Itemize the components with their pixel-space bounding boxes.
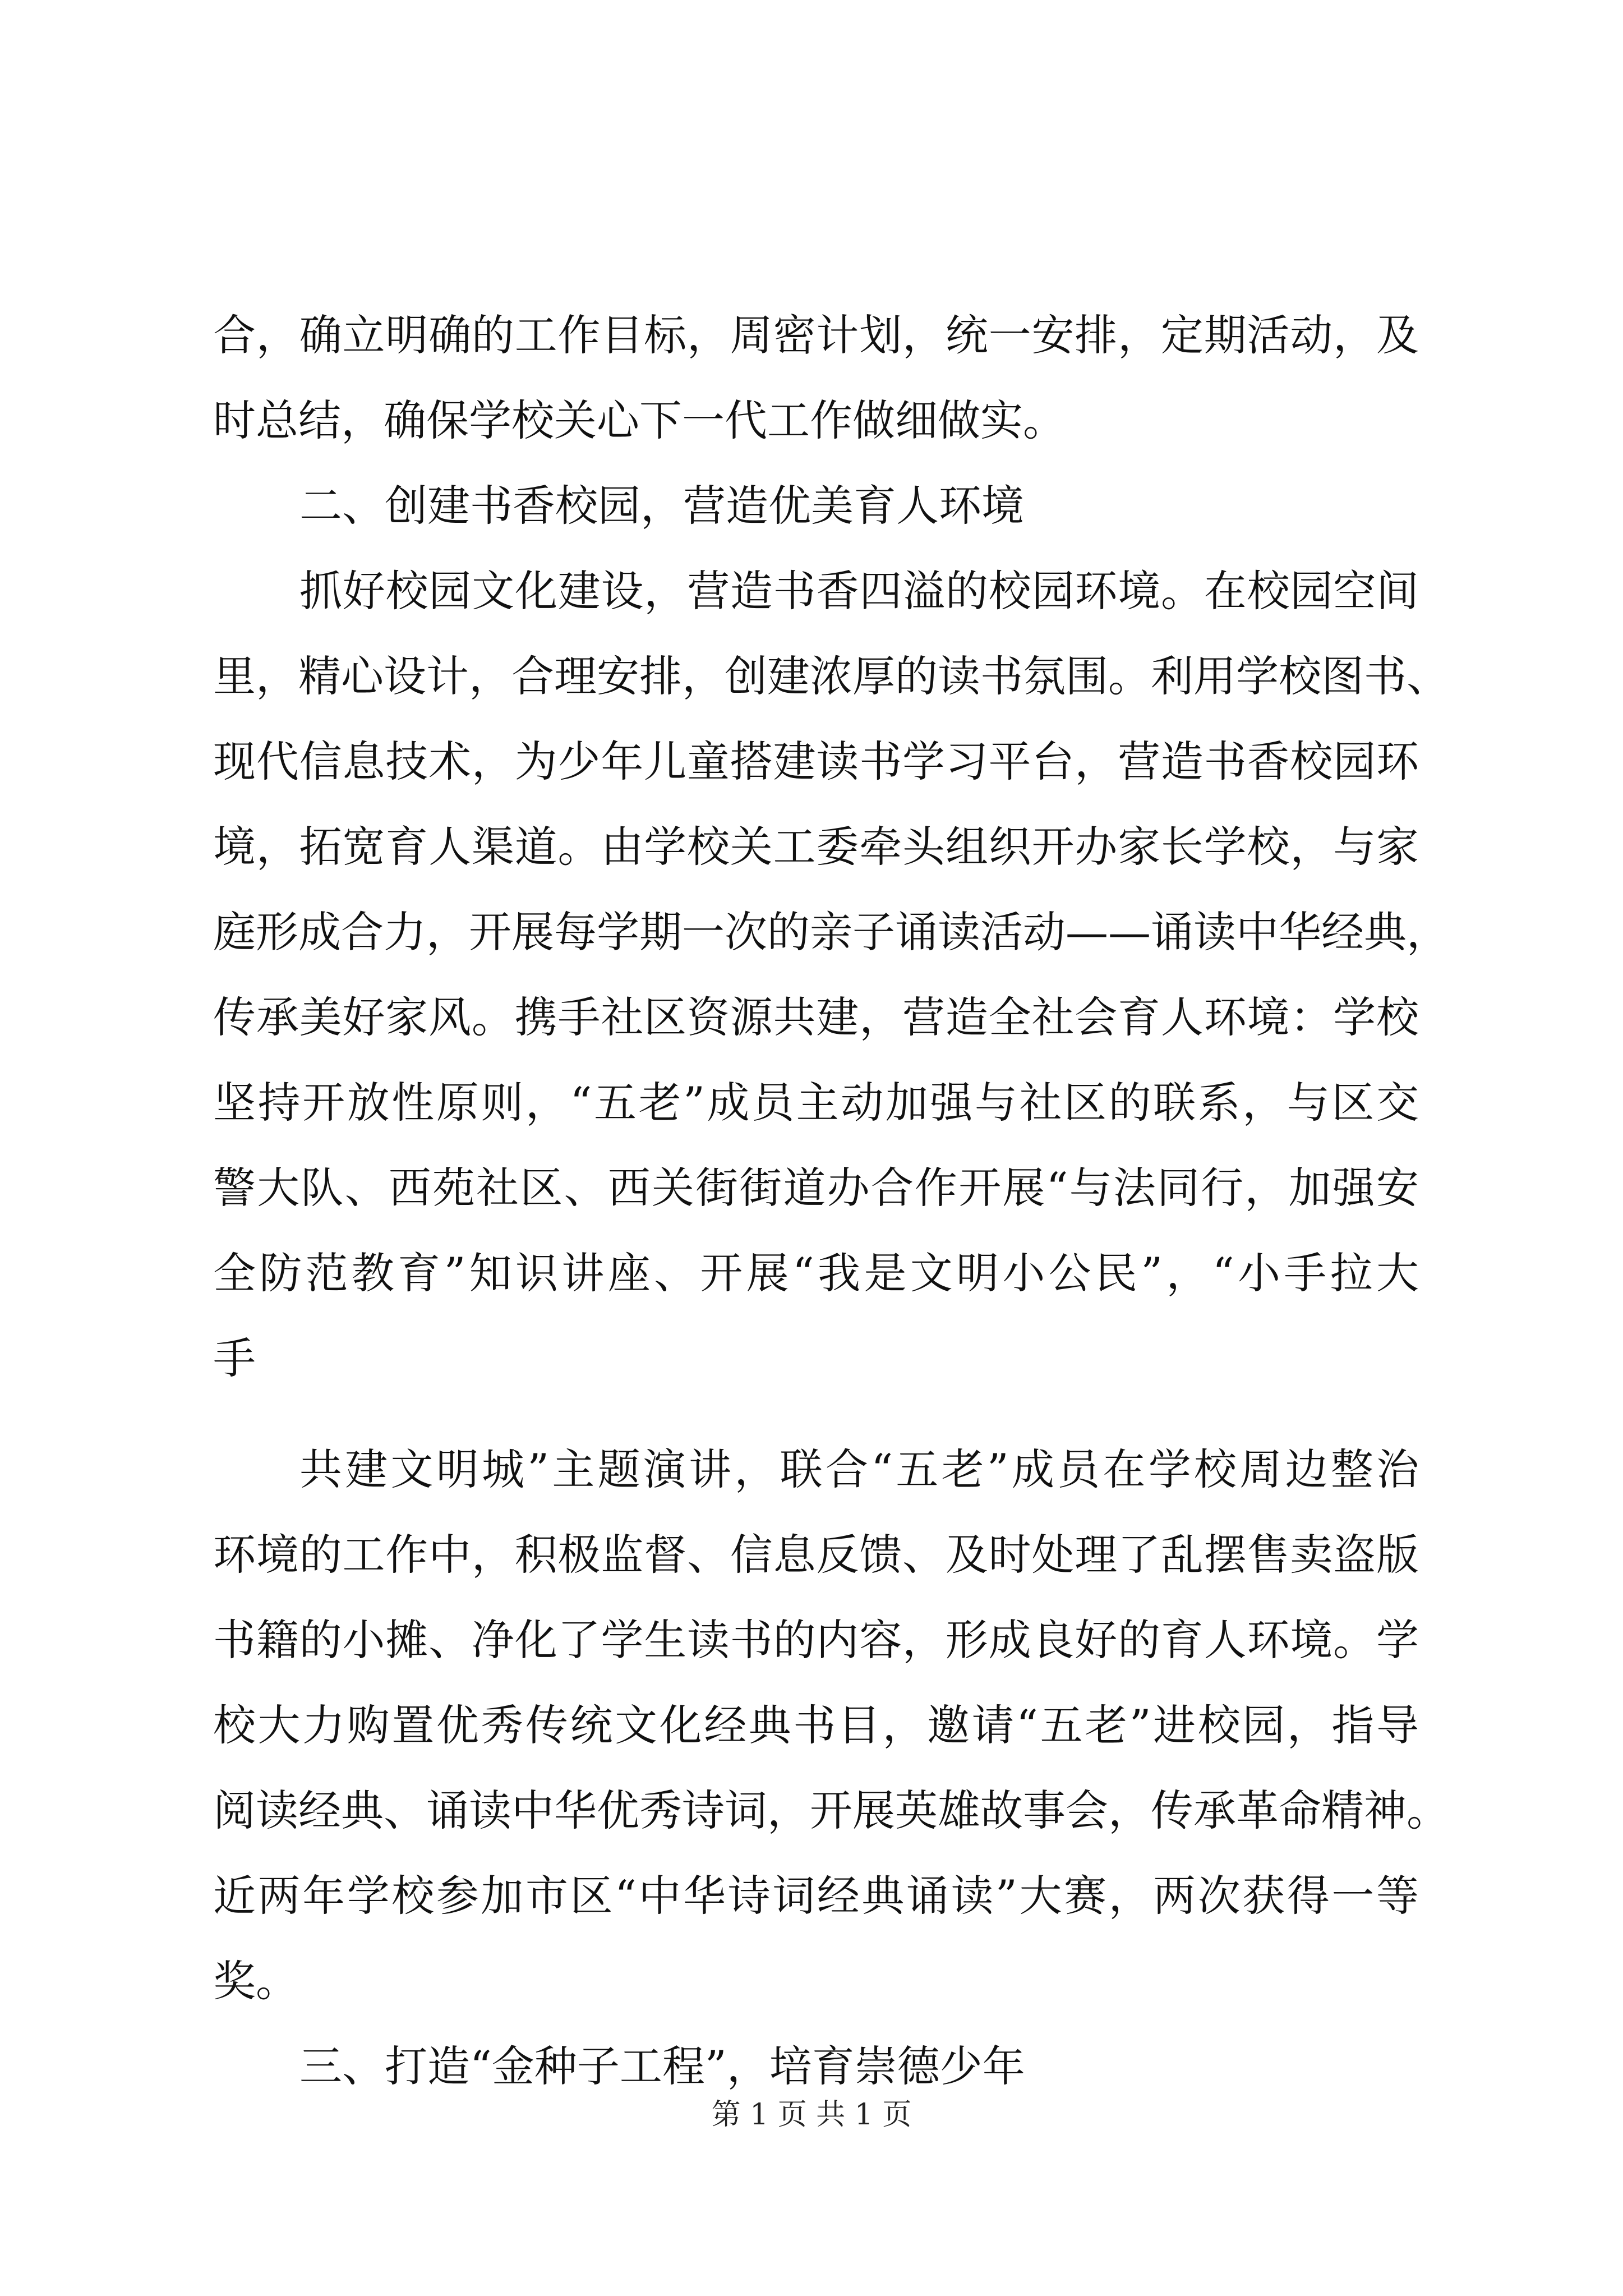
section-heading-3: 三、打造“金种子工程”，培育崇德少年 [299,2041,1025,2091]
body-text-line: 共建文明城”主题演讲，联合“五老”成员在学校周边整治 [299,1444,1419,1494]
body-text-line: 近两年学校参加市区“中华诗词经典诵读”大赛，两次获得一等 [213,1871,1419,1921]
body-text-line: 阅读经典、诵读中华优秀诗词，开展英雄故事会，传承革命精神。 [213,1786,1449,1835]
body-text-line: 抓好校园文化建设，营造书香四溢的校园环境。在校园空间 [299,566,1419,616]
page-footer: 第 1 页 共 1 页 [711,2098,912,2132]
body-text-line: 坚持开放性原则，“五老”成员主动加强与社区的联系，与区交 [213,1078,1419,1128]
body-text-line: 警大队、西苑社区、西关街街道办合作开展“与法同行，加强安 [213,1163,1419,1213]
body-text-line: 书籍的小摊、净化了学生读书的内容，形成良好的育人环境。学 [213,1615,1419,1665]
body-text-line: 合，确立明确的工作目标，周密计划，统一安排，定期活动，及 [213,310,1419,360]
body-text-line: 校大力购置优秀传统文化经典书目，邀请“五老”进校园，指导 [213,1700,1419,1750]
body-text-line: 奖。 [213,1956,298,2006]
body-text-line: 环境的工作中，积极监督、信息反馈、及时处理了乱摆售卖盗版 [213,1530,1419,1580]
body-text-line: 手 [213,1333,256,1383]
section-heading-2: 二、创建书香校园，营造优美育人环境 [299,481,1024,531]
body-text-line: 全防范教育”知识讲座、开展“我是文明小公民”，“小手拉大 [213,1248,1419,1298]
body-text-line: 现代信息技术，为少年儿童搭建读书学习平台，营造书香校园环 [213,737,1419,786]
body-text-line: 传承美好家风。携手社区资源共建，营造全社会育人环境：学校 [213,992,1419,1042]
body-text-line: 里，精心设计，合理安排，创建浓厚的读书氛围。利用学校图书、 [213,651,1449,701]
body-text-line: 时总结，确保学校关心下一代工作做细做实。 [213,395,1066,445]
body-text-line: 庭形成合力，开展每学期一次的亲子诵读活动——诵读中华经典， [213,907,1449,957]
body-text-line: 境，拓宽育人渠道。由学校关工委牵头组织开办家长学校，与家 [213,822,1419,872]
